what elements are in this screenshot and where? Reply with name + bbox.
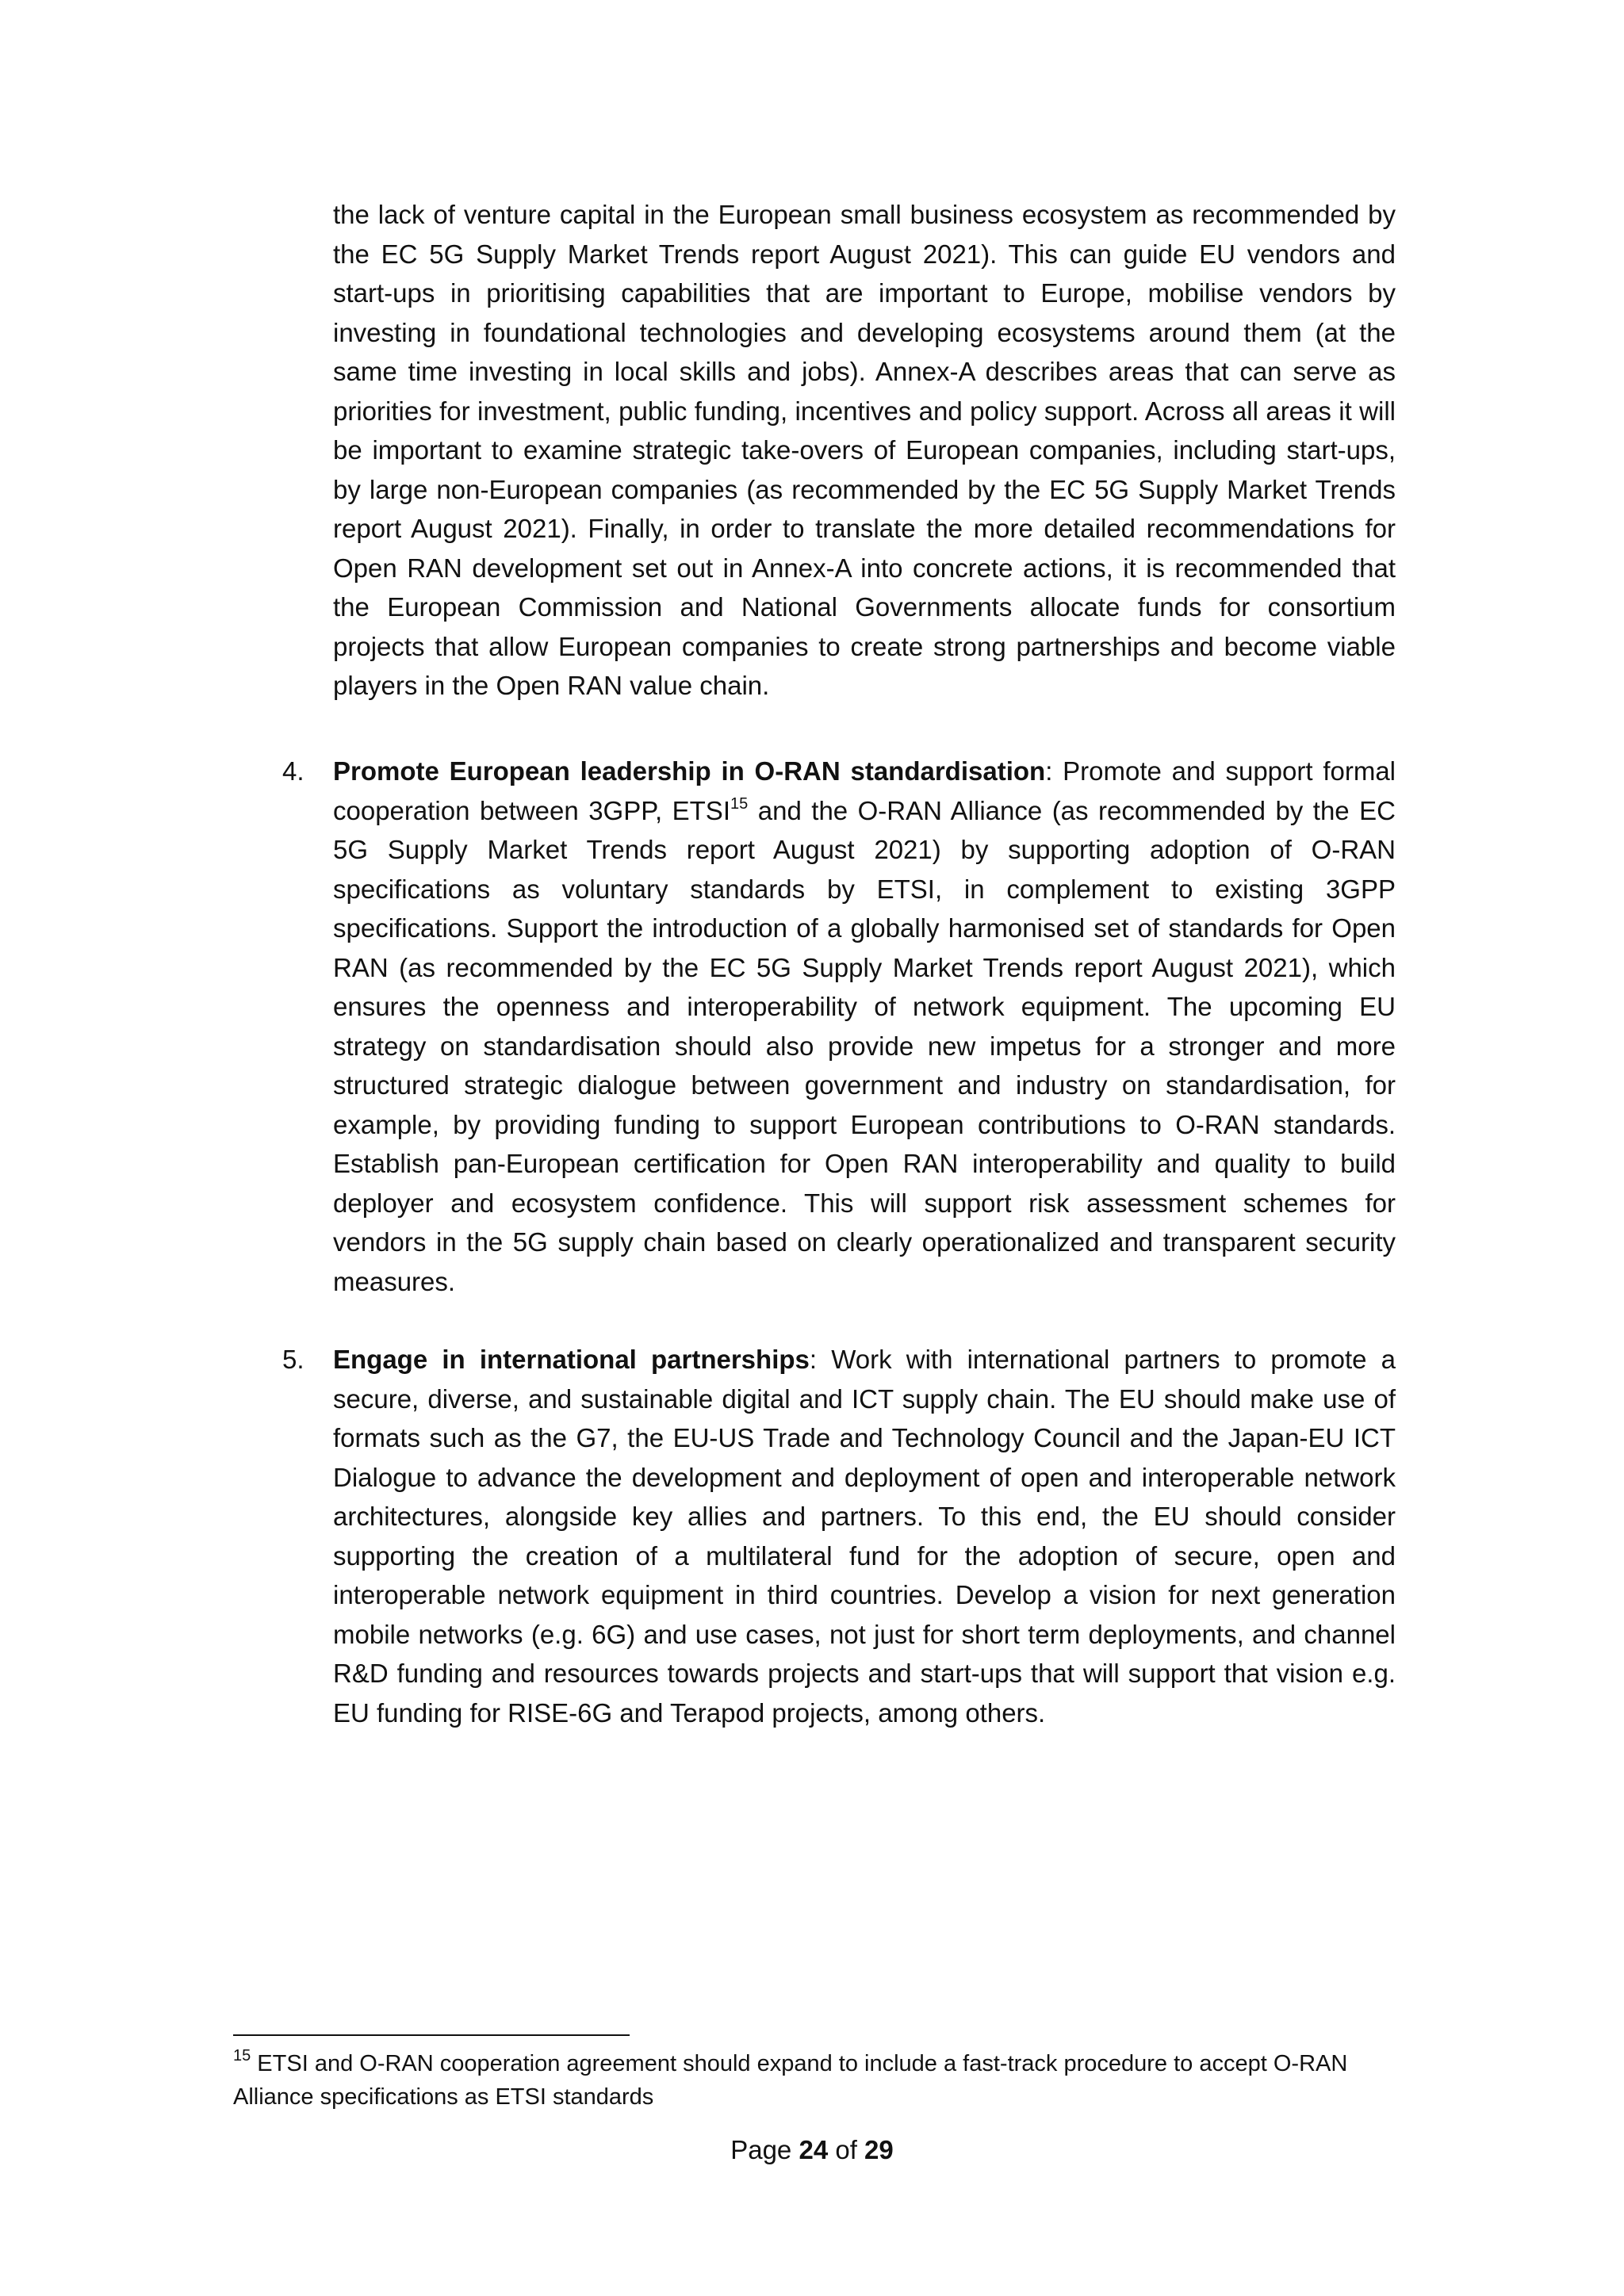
page-of-label: of (828, 2135, 865, 2164)
page-footer (0, 2133, 1624, 2168)
footnote-reference-15[interactable]: 15 (730, 794, 749, 813)
list-item-4-text (333, 752, 1396, 1301)
continuation-paragraph: the lack of venture capital in the European small business ecosystem as recommended by the EC 5G Supply Market Trends report August 2021). This can guide EU vendors and start-ups in prioritising capabilities that are important to Europe, mobilise vendors by investing in foundational technologies and developing ecosystems around them (at the same time investing in local skills and jobs). Annex-A describes areas that can serve as priorities for investment, public funding, incentives and policy support. Across all areas it will be important to examine strategic take-overs of European companies, including start-ups, by large non-European companies (as recommended by the EC 5G Supply Market Trends report August 2021). Finally, in order to translate the more detailed recommendations for Open RAN development set out in Annex-A into concrete actions, it is recommended that the European Commission and National Governments allocate funds for consortium projects that allow European companies to create strong partnerships and become viable players in the Open RAN value chain. (333, 200, 1396, 700)
list-item-4-title: Promote European leadership in O-RAN standardisation (333, 756, 1046, 786)
list-item-5-title: Engage in international partnerships (333, 1345, 810, 1374)
list-item-5-body: : Work with international partners to promote a secure, diverse, and sustainable digital and ICT supply chain. The EU should make use of formats such as the G7, the EU-US Trade and Technology Council and the Japan-EU ICT Dialogue to advance the development and deployment of open and interoperable network architectures, alongside key allies and partners. To this end, the EU should consider supporting the creation of a multilateral fund for the adoption of secure, open and interoperable network equipment in third countries. Develop a vision for next generation mobile networks (e.g. 6G) and use cases, not just for short term deployments, and channel R&D funding and resources towards projects and start-ups that will support that vision e.g. EU funding for RISE-6G and Terapod projects, among others. (333, 1345, 1396, 1728)
list-item-number-5: 5. (282, 1345, 304, 1374)
total-page-count: 29 (864, 2135, 894, 2164)
list-item-4-body-start: : Promote and support formal cooperation between 3GPP, ETSI (333, 756, 1396, 825)
current-page-number: 24 (799, 2135, 829, 2164)
page-label: Page (730, 2135, 799, 2164)
footnote-number: 15 (233, 2047, 251, 2065)
footnote-15 (233, 2047, 1407, 2114)
list-item-5-text (333, 1340, 1396, 1732)
list-item-4-body-rest: and the O-RAN Alliance (as recommended by the EC 5G Supply Market Trends report August 2021) by supporting adoption of O-RAN specifications as voluntary standards by ETSI, in complement to existing 3GPP specifications. Support the introduction of a globally harmonised set of standards for Open RAN (as recommended by the EC 5G Supply Market Trends report August 2021), which ensures the openness and interoperability of network equipment. The upcoming EU strategy on standardisation should also provide new impetus for a stronger and more structured strategic dialogue between government and industry on standardisation, for example, by providing funding to support European contributions to O-RAN standards. Establish pan-European certification for Open RAN interoperability and quality to build deployer and ecosystem confidence. This will support risk assessment schemes for vendors in the 5G supply chain based on clearly operationalized and transparent security measures. (333, 795, 1396, 1296)
list-item-number-4: 4. (282, 756, 304, 786)
footnote-separator (233, 2034, 630, 2036)
footnote-text: ETSI and O-RAN cooperation agreement should expand to include a fast-track procedure to accept O-RAN Alliance specifications as ETSI standards (233, 2051, 1348, 2110)
